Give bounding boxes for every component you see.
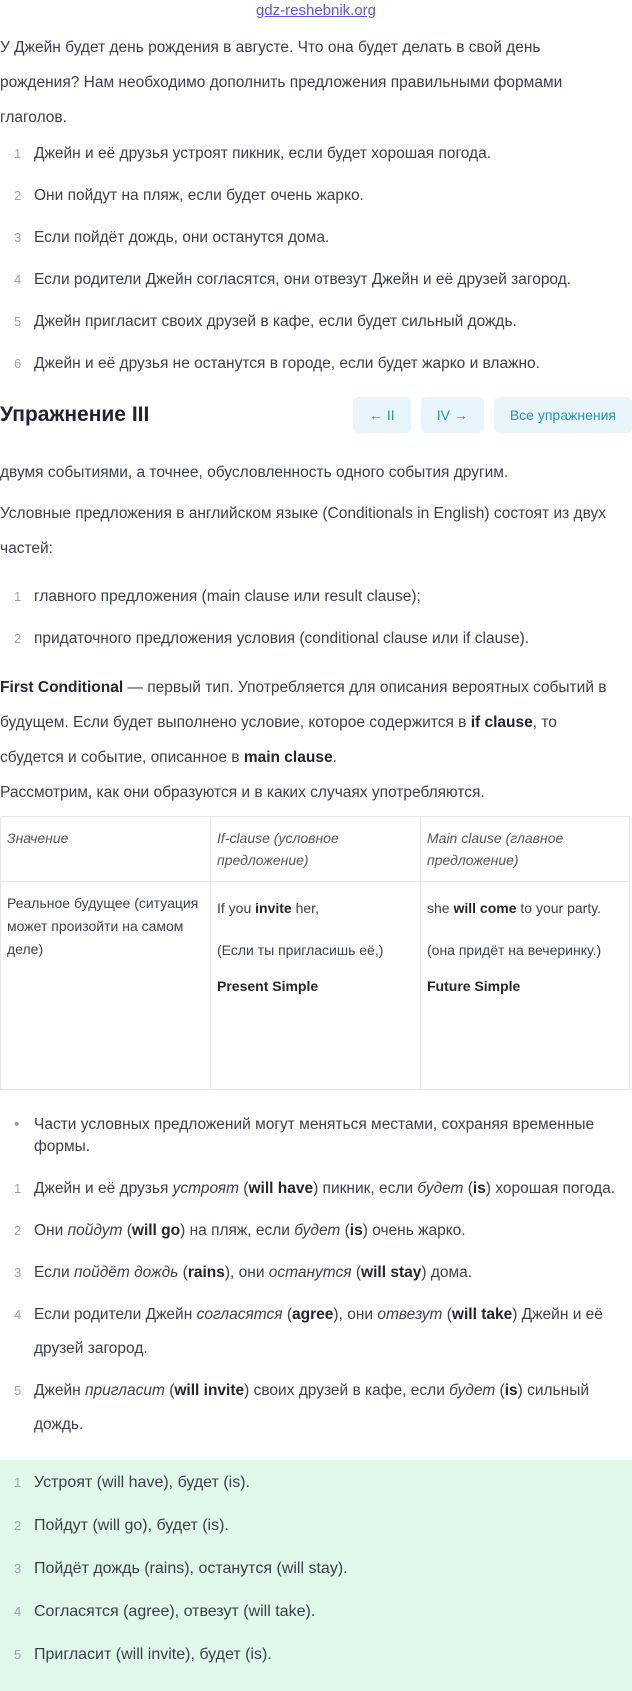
list-item: 1 Джейн и её друзья устроят (will have) пикник, если будет (is) хорошая погода. [14, 1180, 616, 1197]
first-conditional-text: First Conditional — первый тип. Употребляется для описания вероятных событий в будущем. Если будет выполнено условие, которое содержится в if clause, то сбудется и событие, описанное в main clause. [0, 679, 607, 766]
list-item: 5 Джейн пригласит (will invite) своих друзей в кафе, если будет (is) сильный дождь. [14, 1382, 589, 1433]
answer-item: 3 Пойдёт дождь (rains), останутся (will stay). [14, 1560, 348, 1577]
answer-item: 4 Согласятся (agree), отвезут (will take). [14, 1603, 316, 1620]
list-item: 4 Если родители Джейн согласятся, они отвезут Джейн и её друзей загород. [14, 271, 572, 288]
list-item: 1 главного предложения (main clause или result clause); [14, 588, 421, 605]
prev-exercise-button[interactable]: ← II [353, 397, 411, 433]
answer-item: 5 Пригласит (will invite), будет (is). [14, 1646, 272, 1663]
list-item: • Части условных предложений могут меняться местами, сохраняя временные формы. [14, 1116, 595, 1155]
answer-item: 1 Устроят (will have), будет (is). [14, 1474, 250, 1491]
explained-list [0, 1172, 632, 1442]
list-item: 4 Если родители Джейн согласятся (agree), они отвезут (will take) Джейн и её друзей загород. [14, 1306, 603, 1357]
list-item: 5 Джейн пригласит своих друзей в кафе, если будет сильный дождь. [14, 313, 517, 330]
exercise-header [0, 395, 632, 435]
list-item: 6 Джейн и её друзья не останутся в городе, если будет жарко и влажно. [14, 355, 540, 372]
conditional-table: Значение If-clause (условное предложение) Main clause (главное предложение) Реальное будущее (ситуация может произойти на самом деле) If you invite her, (Если ты пригласишь её,) Present Simple she will come to your party. (она придёт на вечеринку.) Future Simple [0, 816, 630, 1090]
list-item: 3 Если пойдёт дождь, они останутся дома. [14, 229, 330, 246]
list-item: 2 придаточного предложения условия (conditional clause или if clause). [14, 630, 530, 647]
parts-list [0, 586, 632, 650]
site-watermark-link[interactable]: gdz-reshebnik.org [255, 2, 377, 19]
theory-text: Рассмотрим, как они образуются и в каких случаях употребляются. [0, 784, 485, 801]
theory-text: двумя событиями, а точнее, обусловленность одного события другим. [0, 464, 509, 481]
page-title: Упражнение III [0, 403, 150, 426]
next-exercise-button[interactable]: IV → [421, 397, 484, 433]
answers-block [0, 1460, 632, 1691]
sentence-list [0, 143, 632, 375]
list-item: 2 Они пойдут на пляж, если будет очень жарко. [14, 187, 364, 204]
list-item: 3 Если пойдёт дождь (rains), они останутся (will stay) дома. [14, 1264, 473, 1281]
note-list [0, 1114, 632, 1158]
answer-item: 2 Пойдут (will go), будет (is). [14, 1517, 229, 1534]
list-item: 2 Они пойдут (will go) на пляж, если будет (is) очень жарко. [14, 1222, 466, 1239]
intro-text: У Джейн будет день рождения в августе. Что она будет делать в свой день рождения? Нам необходимо дополнить предложения правильными формами глаголов. [0, 39, 563, 126]
all-exercises-button[interactable]: Все упражнения [494, 397, 632, 433]
list-item: 1 Джейн и её друзья устроят пикник, если будет хорошая погода. [14, 145, 492, 162]
theory-text: Условные предложения в английском языке (Conditionals in English) состоят из двух частей: [0, 505, 606, 557]
